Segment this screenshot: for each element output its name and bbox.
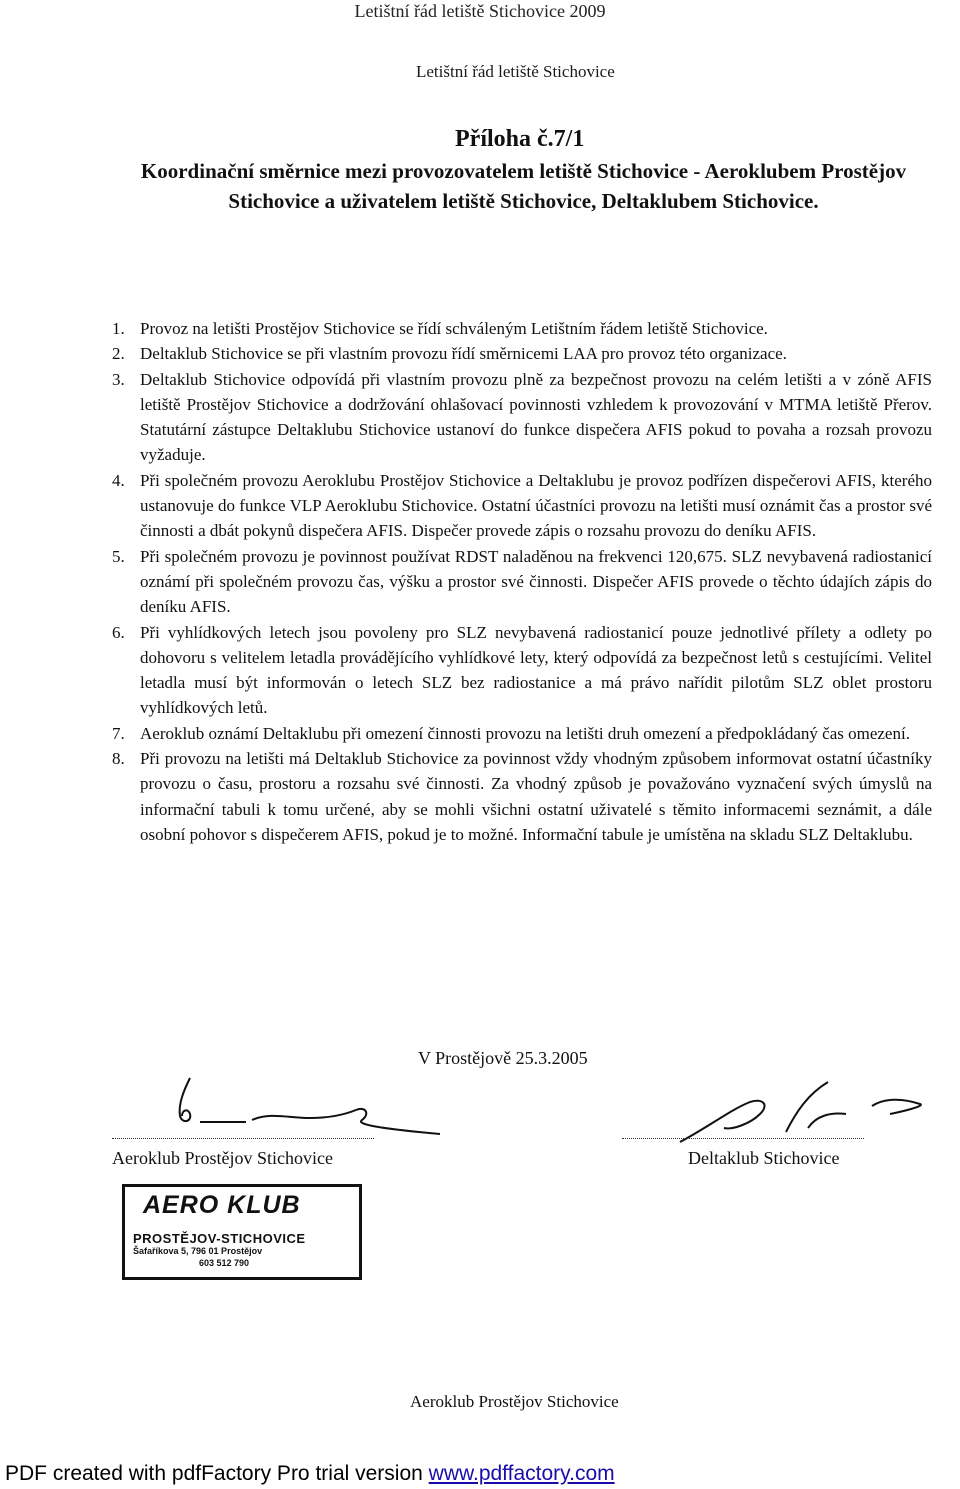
item-text: Při společném provozu je povinnost používat RDST naladěnou na frekvenci 120,675. SLZ nevybavená radiostanicí oznámí při společném provozu čas, výšku a prostor své činnosti. Dispečer AFIS provede o těchto údajích zápis do deníku AFIS. <box>140 546 932 617</box>
item-text: Při společném provozu Aeroklubu Prostějov Stichovice a Deltaklubu je provoz podřízen dispečerovi AFIS, kterého ustanovuje do funkce VLP Aeroklubu Stichovice. Ostatní účastníci provozu na letišti musí oznámit čas a prostor své činnosti a dbát pokynů dispečera AFIS. Dispečer provede zápis o rozsahu provozu do deníku AFIS. <box>140 470 932 541</box>
item-number: 4. <box>112 470 125 490</box>
list-item <box>112 341 932 366</box>
list-item <box>112 721 932 746</box>
item-number: 1. <box>112 319 125 338</box>
stamp-title: AERO KLUB <box>143 1191 301 1219</box>
item-number: 6. <box>112 622 125 642</box>
list-item <box>112 544 932 620</box>
list-item <box>112 316 932 341</box>
stamp-name: PROSTĚJOV-STICHOVICE <box>133 1231 306 1246</box>
signature-line-left <box>112 1138 374 1139</box>
stamp-phone: 603 512 790 <box>199 1258 250 1268</box>
pdf-footer-text: PDF created with pdfFactory Pro trial version <box>5 1462 429 1485</box>
document-footer: Aeroklub Prostějov Stichovice <box>410 1392 619 1411</box>
item-text: Provoz na letišti Prostějov Stichovice se řídí schváleným Letištním řádem letiště Stichovice. <box>140 319 768 338</box>
pdffactory-link[interactable]: www.pdffactory.com <box>428 1462 615 1485</box>
item-text: Deltaklub Stichovice odpovídá při vlastním provozu plně za bezpečnost provozu na celém letišti a v zóně AFIS letiště Prostějov Stichovice a dodržování ohlašovací povinnosti vzhledem k provozování v MTMA letiště Přerov. Statutární zástupce Deltaklubu Stichovice ustanoví do funkce dispečera AFIS pokud to povaha a rozsah provozu vyžaduje. <box>140 369 932 465</box>
document-title: Koordinační směrnice mezi provozovatelem letiště Stichovice - Aeroklubem Prostějov Stichovice a uživatelem letiště Stichovice, Deltaklubem Stichovice. <box>140 159 907 213</box>
list-item <box>112 746 932 847</box>
list-item <box>112 367 932 468</box>
item-number: 5. <box>112 546 125 566</box>
item-number: 8. <box>112 749 125 769</box>
item-text: Při vyhlídkových letech jsou povoleny pro SLZ nevybavená radiostanicí pouze jednotlivé přílety a odlety po dohovoru s velitelem letadla provádějícího vyhlídkové lety, který odpovídá za bezpečnost letů s cestujícími. Velitel letadla musí být informován o letech SLZ bez radiostanice a má právo nařídit pilotům SLZ oblet prostoru vyhlídkových letů. <box>140 622 932 718</box>
signatory-left: Aeroklub Prostějov Stichovice <box>112 1148 333 1168</box>
stamp-address: Šafaříkova 5, 796 01 Prostějov <box>133 1246 263 1256</box>
item-number: 3. <box>112 369 125 389</box>
item-text: Aeroklub oznámí Deltaklubu při omezení činnosti provozu na letišti druh omezení a předpokládaný čas omezení. <box>140 723 910 743</box>
pdf-creator-footer <box>5 1462 615 1486</box>
item-text: Při provozu na letišti má Deltaklub Stichovice za povinnost vždy vhodným způsobem informovat ostatní účastníky provozu o času, prostoru a rozsahu své činnosti. Za vhodný způsob je považováno vyznačení svých úmyslů na informační tabuli k tomu určené, aby se mohli všichni ostatní uživatelé s těmito informacemi seznámit, a dále osobní pohovor s dispečerem AFIS, pokud je to možné. Informační tabule je umístěna na skladu SLZ Deltaklubu. <box>140 749 932 844</box>
item-number: 7. <box>112 723 125 743</box>
aeroklub-stamp <box>122 1184 362 1280</box>
document-header: Letištní řád letiště Stichovice <box>416 62 615 81</box>
right-signature <box>620 1076 940 1146</box>
left-signature <box>160 1074 450 1144</box>
list-item <box>112 620 932 721</box>
item-text: Deltaklub Stichovice se při vlastním provozu řídí směrnicemi LAA pro provoz této organizace. <box>140 344 787 364</box>
signature-line-right <box>622 1138 864 1139</box>
signatory-right: Deltaklub Stichovice <box>688 1148 840 1168</box>
list-item <box>112 468 932 544</box>
place-and-date: V Prostějově 25.3.2005 <box>418 1048 588 1068</box>
annex-number: Příloha č.7/1 <box>455 126 585 152</box>
item-number: 2. <box>112 344 125 364</box>
running-header: Letištní řád letiště Stichovice 2009 <box>354 1 606 21</box>
scanned-page <box>100 50 940 1430</box>
directive-list <box>112 316 932 847</box>
